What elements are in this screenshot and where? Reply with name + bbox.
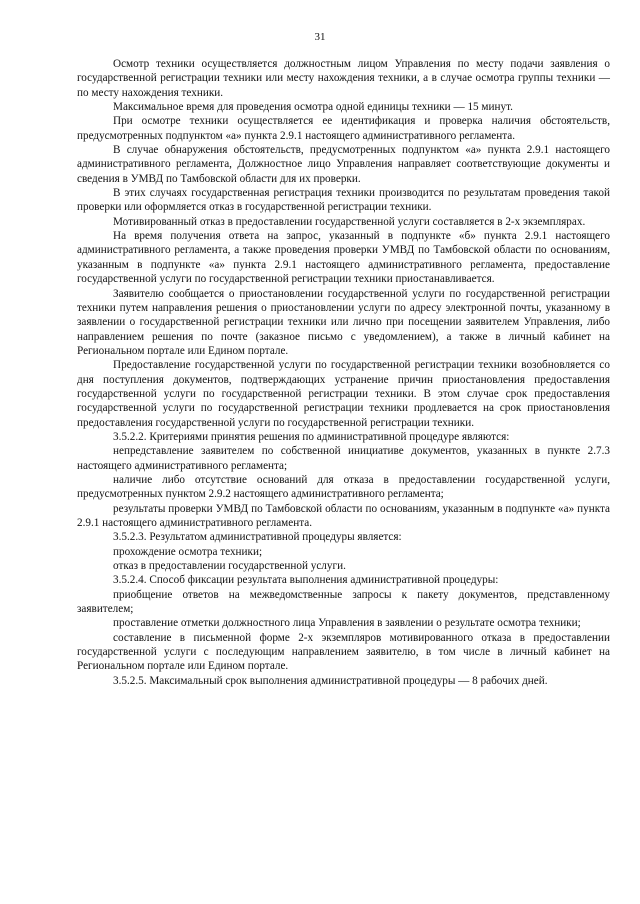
paragraph: При осмотре техники осуществляется ее идентификация и проверка наличия обстоятельств, предусмотренных подпунктом «а» пункта 2.9.1 настоящего административного регламента. [77,115,610,142]
page-number: 31 [314,31,326,43]
document-body [77,57,610,688]
paragraph: непредставление заявителем по собственной инициативе документов, указанных в пункте 2.7.3 настоящего административного регламента; [77,445,610,472]
paragraph: Предоставление государственной услуги по государственной регистрации техники возобновляется со дня поступления документов, подтверждающих устранение причин приостановления предоставления государственной услуги по государственной регистрации техники. В этом случае срок предоставления государственной услуги по государственной регистрации техники продлевается на срок приостановления предоставления государственной услуги по государственной регистрации техники. [77,359,610,429]
paragraph: В этих случаях государственная регистрация техники производится по результатам проведения такой проверки или оформляется отказ в государственной регистрации техники. [77,187,610,214]
paragraph: проставление отметки должностного лица Управления в заявлении о результате осмотра техники; [113,617,581,630]
paragraph: приобщение ответов на межведомственные запросы к пакету документов, представленному заявителем; [77,588,610,616]
paragraph: наличие либо отсутствие оснований для отказа в предоставлении государственной услуги, предусмотренных пунктом 2.9.2 настоящего административного регламента; [77,473,610,501]
paragraph: прохождение осмотра техники; [113,545,263,558]
paragraph: Осмотр техники осуществляется должностным лицом Управления по месту подачи заявления о государственной регистрации техники или месту нахождения техники, а в случае осмотра группы техники — по месту нахождения техники. [77,58,610,99]
paragraph: 3.5.2.3. Результатом административной процедуры является: [113,531,402,544]
paragraph: На время получения ответа на запрос, указанный в подпункте «б» пункта 2.9.1 настоящего административного регламента, а также проведения проверки УМВД по Тамбовской области по основаниям, указанным в подпункте «а» пункта 2.9.1 настоящего административного регламента, предоставление государственной услуги по государственной регистрации техники приостанавливается. [77,230,610,286]
paragraph: В случае обнаружения обстоятельств, предусмотренных подпунктом «а» пункта 2.9.1 настоящего административного регламента, Должностное лицо Управления направляет соответствующие документы и сведения в УМВД по Тамбовской области для их проверки. [77,144,610,185]
paragraph: 3.5.2.5. Максимальный срок выполнения административной процедуры — 8 рабочих дней. [113,674,548,687]
paragraph: 3.5.2.2. Критериями принятия решения по административной процедуре являются: [113,430,510,443]
paragraph: Заявителю сообщается о приостановлении государственной услуги по государственной регистрации техники путем направления решения о приостановлении услуги по адресу электронной почты, указанному в заявлении о государственной регистрации техники или лично при посещении заявителем Управления, либо направлением решения по почте (заказное письмо с уведомлением), а также в личный кабинет на Региональном портале или Едином портале. [77,287,610,357]
paragraph: Мотивированный отказ в предоставлении государственной услуги составляется в 2-х экземплярах. [113,215,586,228]
paragraph: составление в письменной форме 2-х экземпляров мотивированного отказа в предоставлении государственной услуги с последующим направлением заявителю, в том числе в личный кабинет на Региональном портале или Едином портале. [77,631,610,673]
paragraph: 3.5.2.4. Способ фиксации результата выполнения административной процедуры: [113,574,499,587]
paragraph: результаты проверки УМВД по Тамбовской области по основаниям, указанным в подпункте «а» пункта 2.9.1 настоящего административного регламента. [77,502,610,529]
paragraph: отказ в предоставлении государственной услуги. [113,560,346,573]
paragraph: Максимальное время для проведения осмотра одной единицы техники — 15 минут. [113,101,513,114]
